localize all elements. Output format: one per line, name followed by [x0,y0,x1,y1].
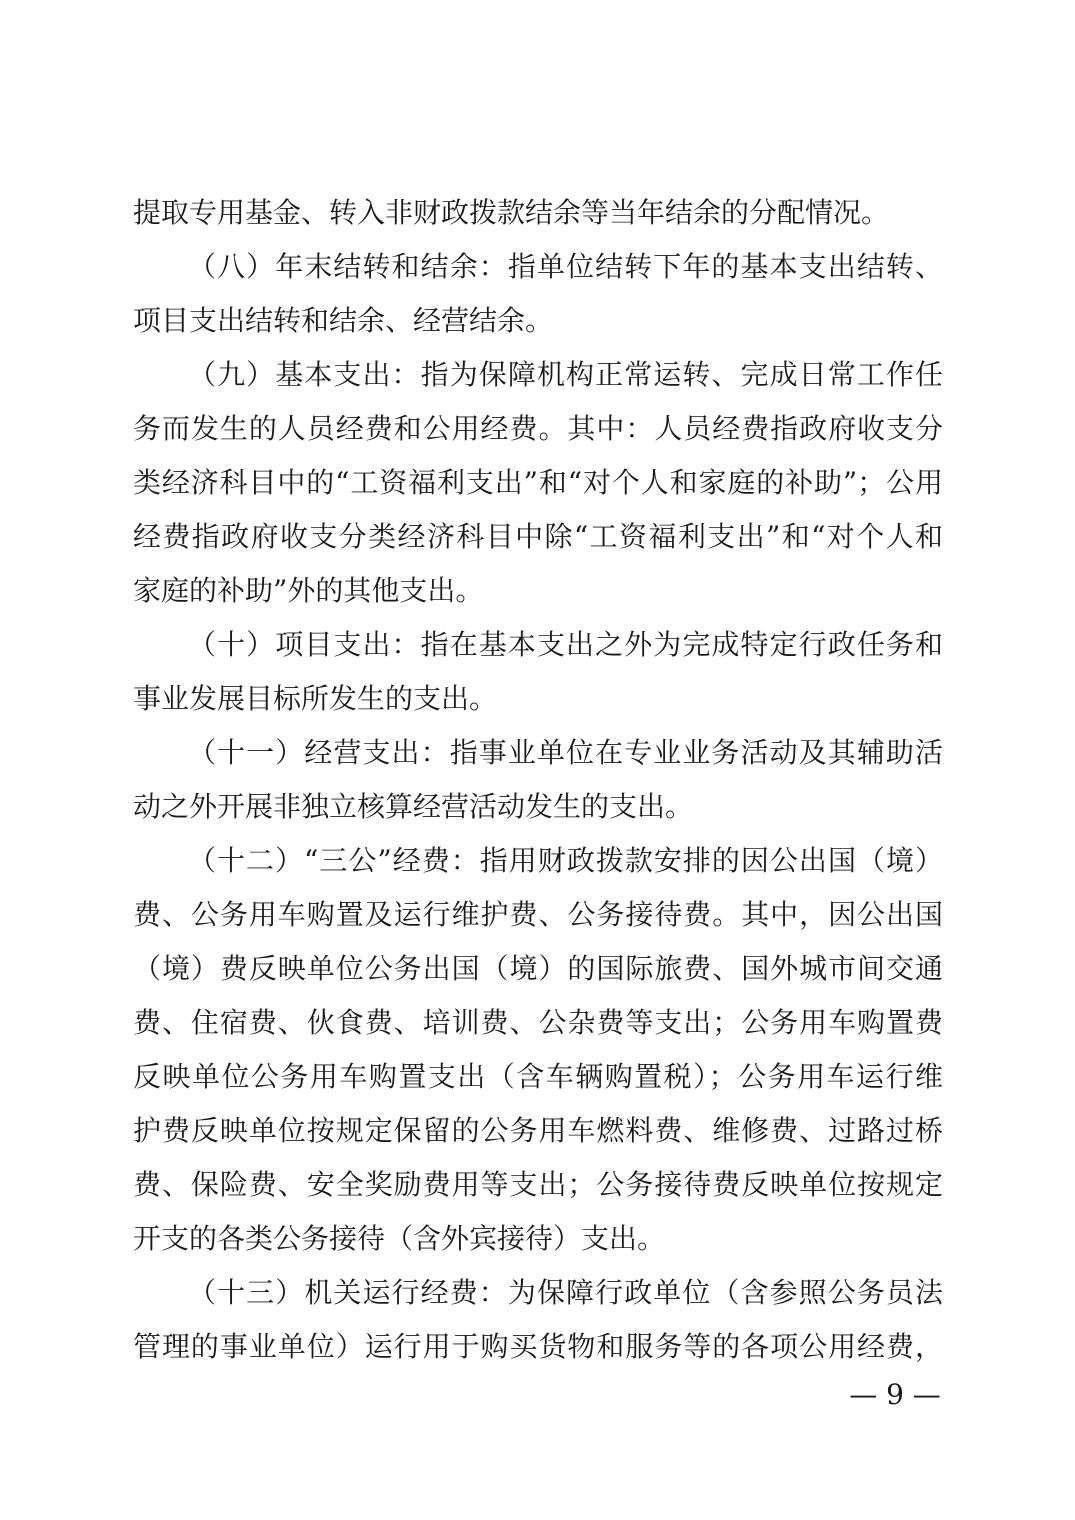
text-line: （十一）经营支出：指事业单位在专业业务活动及其辅助活 [188,736,943,769]
text-line: 费、住宿费、伙食费、培训费、公杂费等支出；公务用车购置费 [133,1006,943,1039]
text-line: （境）费反映单位公务出国（境）的国际旅费、国外城市间交通 [133,952,943,985]
text-line: （十）项目支出：指在基本支出之外为完成特定行政任务和 [188,628,943,661]
text-line: 费、保险费、安全奖励费用等支出；公务接待费反映单位按规定 [133,1168,943,1201]
text-line: 费、公务用车购置及运行维护费、公务接待费。其中，因公出国 [133,898,943,931]
text-line: （十二）“三公”经费：指用财政拨款安排的因公出国（境） [188,844,943,877]
text-line: 开支的各类公务接待（含外宾接待）支出。 [133,1222,666,1255]
text-line: 反映单位公务用车购置支出（含车辆购置税）；公务用车运行维 [133,1060,943,1093]
text-line: （九）基本支出：指为保障机构正常运转、完成日常工作任 [188,358,943,391]
text-line: 事业发展目标所发生的支出。 [133,682,498,715]
text-line: 护费反映单位按规定保留的公务用车燃料费、维修费、过路过桥 [133,1114,943,1147]
text-line: 提取专用基金、转入非财政拨款结余等当年结余的分配情况。 [133,196,890,229]
text-line: 家庭的补助”外的其他支出。 [133,574,484,607]
text-line: 项目支出结转和结余、经营结余。 [133,304,554,337]
text-line: 务而发生的人员经费和公用经费。其中：人员经费指政府收支分 [133,412,943,445]
text-line: 类经济科目中的“工资福利支出”和“对个人和家庭的补助”；公用 [133,466,943,499]
page-number: — 9 — [849,1378,941,1411]
text-line: （十三）机关运行经费：为保障行政单位（含参照公务员法 [188,1276,943,1309]
text-line: 管理的事业单位）运行用于购买货物和服务等的各项公用经费， [133,1330,943,1363]
text-line: 动之外开展非独立核算经营活动发生的支出。 [133,790,694,823]
text-line: （八）年末结转和结余：指单位结转下年的基本支出结转、 [188,250,943,283]
text-line: 经费指政府收支分类经济科目中除“工资福利支出”和“对个人和 [133,520,943,553]
